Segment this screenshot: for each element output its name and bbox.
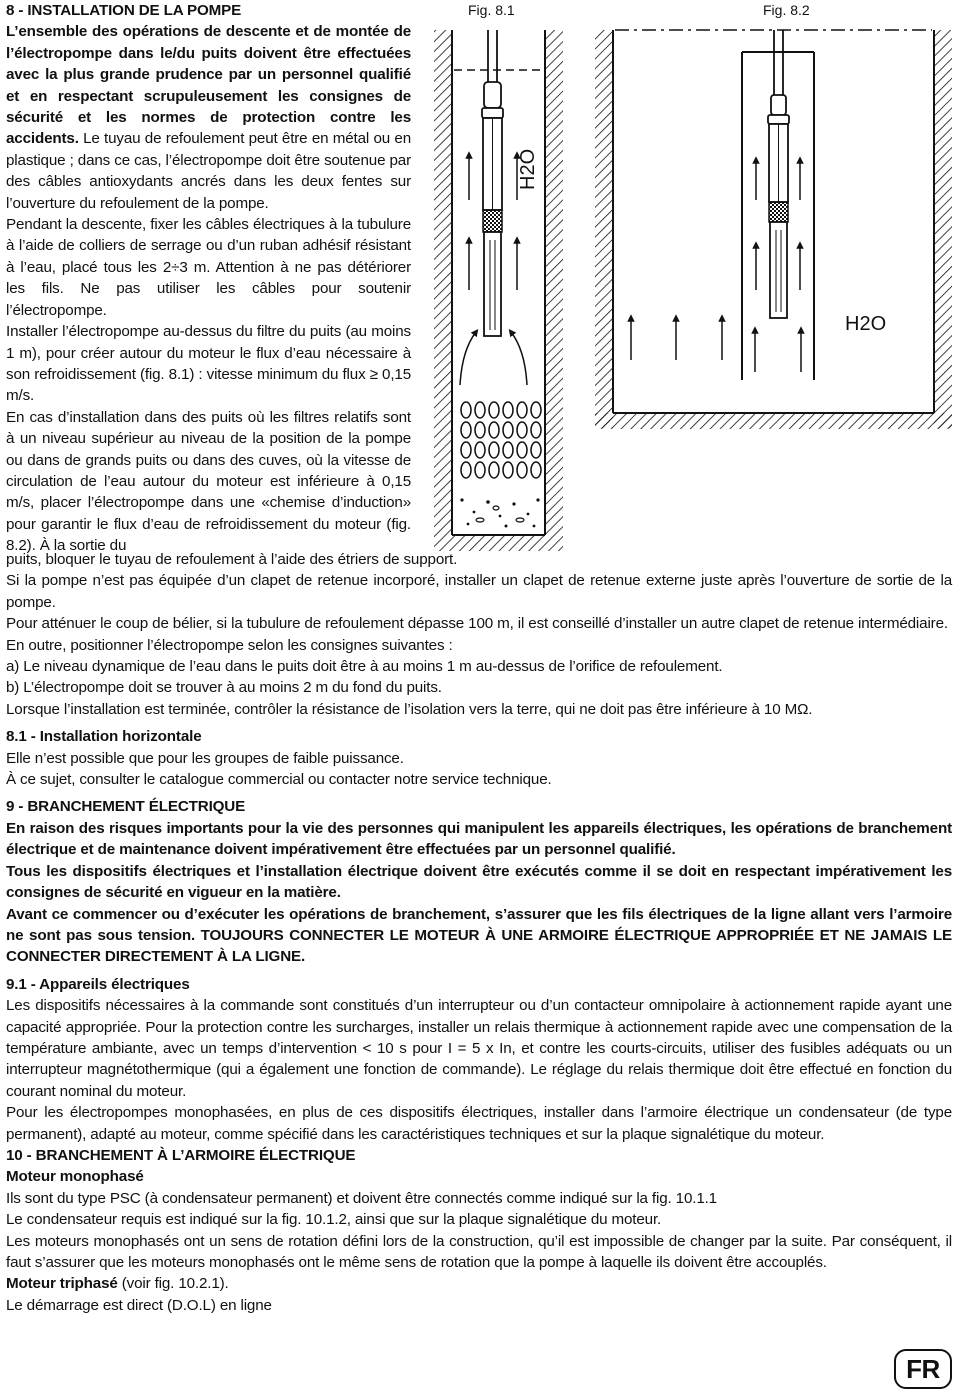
section-9-bold1: En raison des risques importants pour la vie des personnes qui manipulent les appareils électriques, les opérations de branchement électrique et de maintenance doivent impérativement être effectuées par un personnel qualifié.	[6, 819, 952, 859]
section-8-installer: Installer l’électropompe au-dessus du filtre du puits (au moins 1 m), pour créer autour du moteur le flux d’eau nécessaire à son refroidissement (fig. 8.1) : vitesse minimum du flux ≥ 0,15 m/s.	[6, 323, 411, 405]
section-8-clapet: Si la pompe n’est pas équipée d’un clapet de retenue incorporé, installer un clapet de retenue externe juste après l’ouverture de sortie de la pompe.	[6, 572, 952, 611]
section-8-intro-rest: Le tuyau de refoulement peut être en métal ou en plastique ; dans ce cas, l’électropompe doit être soutenue par des câbles antioxydants ancrés dans les deux fentes sur l’ouverture du refoulement de la pompe.	[6, 130, 411, 212]
section-10-p1: Ils sont du type PSC (à condensateur permanent) et doivent être connectés comme indiqué sur la fig. 10.1.1	[6, 1189, 717, 1207]
section-10-p4: Le démarrage est direct (D.O.L) en ligne	[6, 1296, 272, 1314]
fig-8-1-well	[434, 30, 563, 551]
fig-8-2-label: Fig. 8.2	[763, 2, 810, 18]
section-8-1-title: 8.1 - Installation horizontale	[6, 728, 202, 746]
fig-8-2-well	[595, 30, 952, 429]
section-10-p3: Les moteurs monophasés ont un sens de rotation défini lors de la construction, qu’il est impossible de changer par la suite. Par conséquent, il faut s’assurer que les moteurs monophasés ont le même sens de rotation que la pompe à laquelle ils doivent être accouplés.	[6, 1232, 952, 1271]
fig-8-1-h2o: H2O	[517, 148, 539, 190]
section-8-item-b: b) L’électropompe doit se trouver à au moins 2 m du fond du puits.	[6, 679, 442, 697]
section-9-1-title: 9.1 - Appareils électriques	[6, 975, 190, 993]
section-8-1-p1: Elle n’est possible que pour les groupes de faible puissance.	[6, 749, 404, 767]
section-10-tri	[6, 1273, 952, 1294]
section-8-descente: Pendant la descente, fixer les câbles électriques à la tubulure à l’aide de colliers de serrage ou d’un ruban adhésif résistant à l’eau, placé tous les 2÷3 m. Attention à ne pas détériorer les fils. Ne pas utiliser les câbles pour soutenir l’électropompe.	[6, 216, 411, 319]
section-8-belier: Pour atténuer le coup de bélier, si la tubulure de refoulement dépasse 100 m, il est conseillé d’installer un autre clapet de retenue intermédiaire.	[6, 615, 948, 633]
section-10-sub-tri: Moteur triphasé	[6, 1275, 118, 1293]
section-8-cas: En cas d’installation dans des puits où les filtres relatifs sont à un niveau supérieur au niveau de la position de la pompe ou dans de grands puits ou dans des cuves, où la vitesse de circulation de l’eau autour du moteur est inférieure à 0,15 m/s, placer l’électropompe dans une «chemise d’induction» pour garantir le flux d’eau de refroidissement du moteur (fig. 8.2). À la sortie du	[6, 408, 411, 555]
section-8-lorsque: Lorsque l’installation est terminée, contrôler la résistance de l’isolation vers la terre, qui ne doit pas être inférieure à 10 MΩ.	[6, 700, 813, 718]
section-8-cas-continued: puits, bloquer le tuyau de refoulement à l’aide des étriers de support.	[6, 551, 458, 568]
language-badge: FR	[894, 1349, 952, 1389]
section-9-bold3: Avant ce commencer ou d’exécuter les opérations de branchement, s’assurer que les fils électriques de la ligne allant vers l’armoire ne sont pas sous tension. TOUJOURS CONNECTER LE MOTEUR À UNE ARMOIRE ÉLECTRIQUE APPROPRIÉE ET NE JAMAIS LE CONNECTER DIRECTEMENT À LA LIGNE.	[6, 905, 952, 966]
section-10-sub-tri-ref: (voir fig. 10.2.1).	[117, 1275, 229, 1293]
section-8-title: 8 - INSTALLATION DE LA POMPE	[6, 2, 242, 19]
fig-8-1-label: Fig. 8.1	[468, 2, 515, 18]
section-8-1-p2: À ce sujet, consulter le catalogue commercial ou contacter notre service technique.	[6, 771, 552, 789]
section-10-title: 10 - BRANCHEMENT À L’ARMOIRE ÉLECTRIQUE	[6, 1146, 356, 1164]
section-9-bold2: Tous les dispositifs électriques et l’installation électrique doivent être exécutés comme il se doit en respectant impérativement les consignes de sécurité en vigueur en la matière.	[6, 862, 952, 902]
section-8-outre: En outre, positionner l’électropompe selon les consignes suivantes :	[6, 636, 453, 654]
section-10-p2: Le condensateur requis est indiqué sur la fig. 10.1.2, ainsi que sur la plaque signalétique du moteur.	[6, 1211, 662, 1229]
section-9-title: 9 - BRANCHEMENT ÉLECTRIQUE	[6, 798, 246, 816]
section-9-1-p1: Les dispositifs nécessaires à la commande sont constitués d’un interrupteur ou d’un contacteur omnipolaire à actionnement rapide ayant une capacité appropriée. Pour la protection contre les surcharges, installer un relais thermique à actionnement rapide avec une compensation de la température ambiante, avec un temps d’intervention < 10 s pour I = 5 x In, et contre les courts-circuits, utiliser des fusibles adéquats ou un interrupteur magnétothermique (qui a également une fonction de commande). Le réglage du relais thermique doit être effectué en fonction du courant nominal du moteur.	[6, 997, 952, 1100]
section-8-intro-bold: L’ensemble des opérations de descente et de montée de l’électropompe dans le/du puits doivent être effectuées avec la plus grande prudence par un personnel qualifié et en respectant scrupuleusement les consignes de sécurité et les normes de protection contre les accidents.	[6, 23, 411, 148]
section-9-1-p2: Pour les électropompes monophasées, en plus de ces dispositifs électriques, installer dans l’armoire électrique un condensateur (de type permanent), adapté au moteur, comme spécifié dans les caractéristiques techniques et sur la plaque signalétique du moteur.	[6, 1104, 952, 1143]
well-diagrams	[0, 0, 960, 560]
section-8-item-a: a) Le niveau dynamique de l’eau dans le puits doit être à au moins 1 m au-dessus de l’orifice de refoulement.	[6, 658, 723, 676]
main-text-flow	[6, 549, 952, 1316]
section-10-sub-mono: Moteur monophasé	[6, 1168, 144, 1186]
fig-8-2-h2o: H2O	[845, 313, 887, 335]
